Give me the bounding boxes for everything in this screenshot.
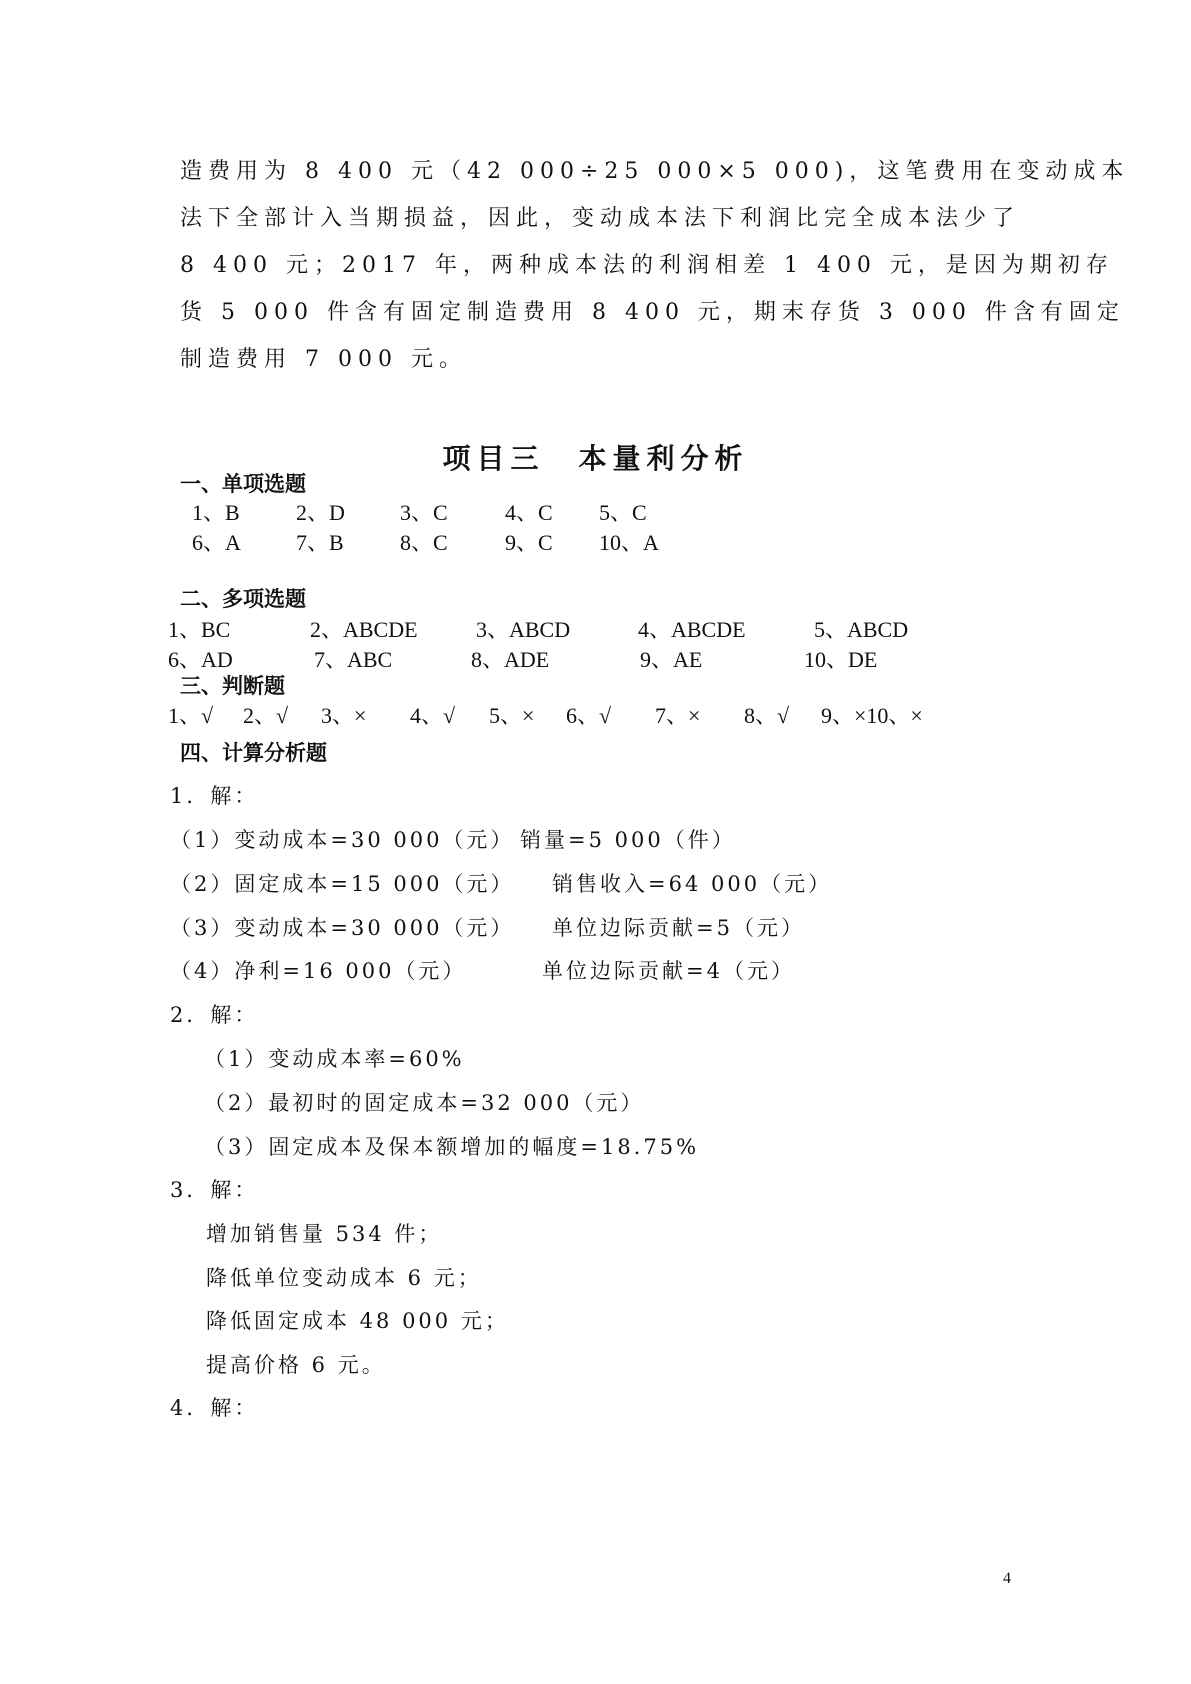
answer-line: 单位边际贡献=5（元） (552, 916, 805, 940)
answer-item: 4、√ (410, 703, 456, 728)
answer-item: 8、√ (744, 703, 790, 728)
answer-item: 1、√ (168, 703, 214, 728)
answer-line: 单位边际贡献=4（元） (542, 959, 795, 983)
answer-item: 3、C (400, 500, 448, 525)
answer-line: 降低固定成本 48 000 元； (206, 1309, 509, 1333)
question-label: 2．解： (170, 1003, 259, 1027)
answer-item: 6、AD (168, 647, 233, 672)
answer-line: （2）最初时的固定成本=32 000（元） (204, 1091, 645, 1115)
answer-line: 销量=5 000（件） (520, 828, 736, 852)
answer-item: 8、C (400, 530, 448, 555)
answer-item: 10、DE (804, 647, 878, 672)
answer-item: 7、× (655, 703, 701, 728)
answer-item: 1、B (192, 500, 240, 525)
answer-row (0, 613, 1191, 645)
answer-item: 6、A (192, 530, 241, 555)
intro-line: 8 400 元；2017 年，两种成本法的利润相差 1 400 元，是因为期初存 (180, 253, 1114, 278)
intro-paragraph (180, 148, 1130, 383)
answer-item: 4、C (505, 500, 553, 525)
question-label: 3．解： (170, 1178, 259, 1202)
answer-line: 增加销售量 534 件； (206, 1222, 443, 1246)
answer-line: （1）变动成本率=60% (204, 1047, 465, 1071)
intro-line: 制造费用 7 000 元。 (180, 347, 467, 372)
page-number: 4 (1003, 1570, 1011, 1587)
answer-line: （4）净利=16 000（元） (170, 959, 467, 983)
answer-item: 3、ABCD (476, 617, 571, 642)
answer-item: 2、ABCDE (310, 617, 418, 642)
answer-item: 5、× (489, 703, 535, 728)
answer-line: 提高价格 6 元。 (206, 1353, 386, 1377)
answer-item: 3、× (321, 703, 367, 728)
answer-line: （2）固定成本=15 000（元） (170, 872, 515, 896)
intro-line: 法下全部计入当期损益，因此，变动成本法下利润比完全成本法少了 (180, 206, 1021, 231)
answer-line: （3）变动成本=30 000（元） (170, 916, 515, 940)
answer-item: 5、C (599, 500, 647, 525)
intro-line: 货 5 000 件含有固定制造费用 8 400 元，期末存货 3 000 件含有固定 (180, 300, 1125, 325)
question-label: 1．解： (170, 784, 259, 808)
answer-row (0, 643, 1191, 675)
answer-item: 6、√ (566, 703, 612, 728)
answer-item: 10、A (599, 530, 659, 555)
answer-item: 9、C (505, 530, 553, 555)
answer-item: 1、BC (168, 617, 231, 642)
question-label: 4．解： (170, 1396, 259, 1420)
answer-item: 2、D (296, 500, 345, 525)
answer-item: 4、ABCDE (638, 617, 746, 642)
answer-item: 9、AE (640, 647, 703, 672)
answer-line: （3）固定成本及保本额增加的幅度=18.75% (204, 1135, 700, 1159)
answer-line: （1）变动成本=30 000（元） (170, 828, 515, 852)
answer-row (0, 496, 1191, 528)
answer-row (0, 699, 1191, 731)
section-title-calculation: 四、计算分析题 (180, 740, 327, 765)
answer-item: 7、ABC (314, 647, 393, 672)
answer-item: 9、×10、× (821, 703, 923, 728)
intro-line: 造费用为 8 400 元（42 000÷25 000×5 000)，这笔费用在变动成本 (180, 159, 1130, 184)
section-title-multiple-choice: 二、多项选题 (180, 586, 306, 611)
chapter-title: 项目三 本量利分析 (442, 442, 749, 475)
answer-item: 7、B (296, 530, 344, 555)
answer-item: 5、ABCD (814, 617, 909, 642)
answer-row (0, 526, 1191, 558)
answer-item: 2、√ (243, 703, 289, 728)
section-title-judgment: 三、判断题 (180, 673, 285, 698)
answer-item: 8、ADE (471, 647, 550, 672)
answer-line: 销售收入=64 000（元） (552, 872, 833, 896)
answer-line: 降低单位变动成本 6 元； (206, 1266, 482, 1290)
section-title-single-choice: 一、单项选题 (180, 471, 306, 496)
